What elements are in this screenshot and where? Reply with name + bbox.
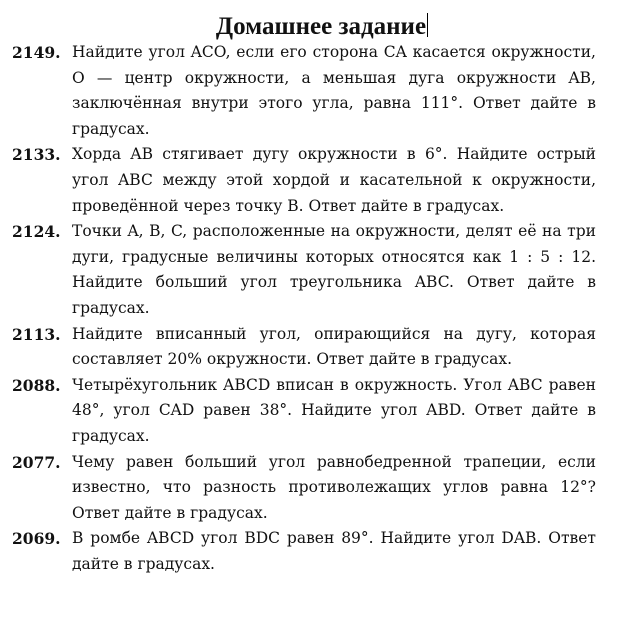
problem-list — [12, 40, 596, 577]
problem-number: 2077. — [12, 452, 61, 472]
page-title-text: Домашнее задание — [215, 13, 427, 40]
problem-item — [12, 40, 596, 142]
problem-text: Найдите вписанный угол, опирающийся на дугу, которая составляет 20% окружности. Ответ дайте в градусах. — [72, 324, 596, 369]
problem-number: 2133. — [12, 145, 61, 165]
problem-item — [12, 322, 596, 373]
problem-number: 2113. — [12, 324, 61, 344]
problem-text: Хорда AB стягивает дугу окружности в 6°. Найдите острый угол ABC между этой хордой и касательной к окружности, проведённой через точку B. Ответ дайте в градусах. — [72, 145, 596, 215]
problem-item — [12, 450, 596, 527]
text-cursor — [427, 13, 428, 37]
problem-text: Чему равен больший угол равнобедренной трапеции, если известно, что разность противолежащих углов равна 12°? Ответ дайте в градусах. — [72, 452, 596, 522]
problem-number: 2149. — [12, 43, 61, 62]
problem-number: 2124. — [12, 222, 61, 242]
problem-item — [12, 219, 596, 321]
problem-item — [12, 526, 596, 577]
problem-text: В ромбе ABCD угол BDC равен 89°. Найдите угол DAB. Ответ дайте в градусах. — [72, 529, 596, 573]
problem-item — [12, 142, 596, 219]
problem-number: 2088. — [12, 375, 61, 395]
problem-text: Найдите угол ACO, если его сторона CA касается окружности, O — центр окружности, а меньшая дуга окружности AB, заключённая внутри этого угла, равна 111°. Ответ дайте в градусах. — [72, 43, 596, 138]
page-title — [0, 12, 644, 42]
problem-item — [12, 373, 596, 450]
problem-text: Четырёхугольник ABCD вписан в окружность. Угол ABC равен 48°, угол CAD равен 38°. Найдите угол ABD. Ответ дайте в градусах. — [72, 375, 596, 445]
problem-text: Точки A, B, C, расположенные на окружности, делят её на три дуги, градусные величины которых относятся как 1 : 5 : 12. Найдите больший угол треугольника ABC. Ответ дайте в градусах. — [72, 222, 596, 317]
problem-number: 2069. — [12, 529, 61, 549]
